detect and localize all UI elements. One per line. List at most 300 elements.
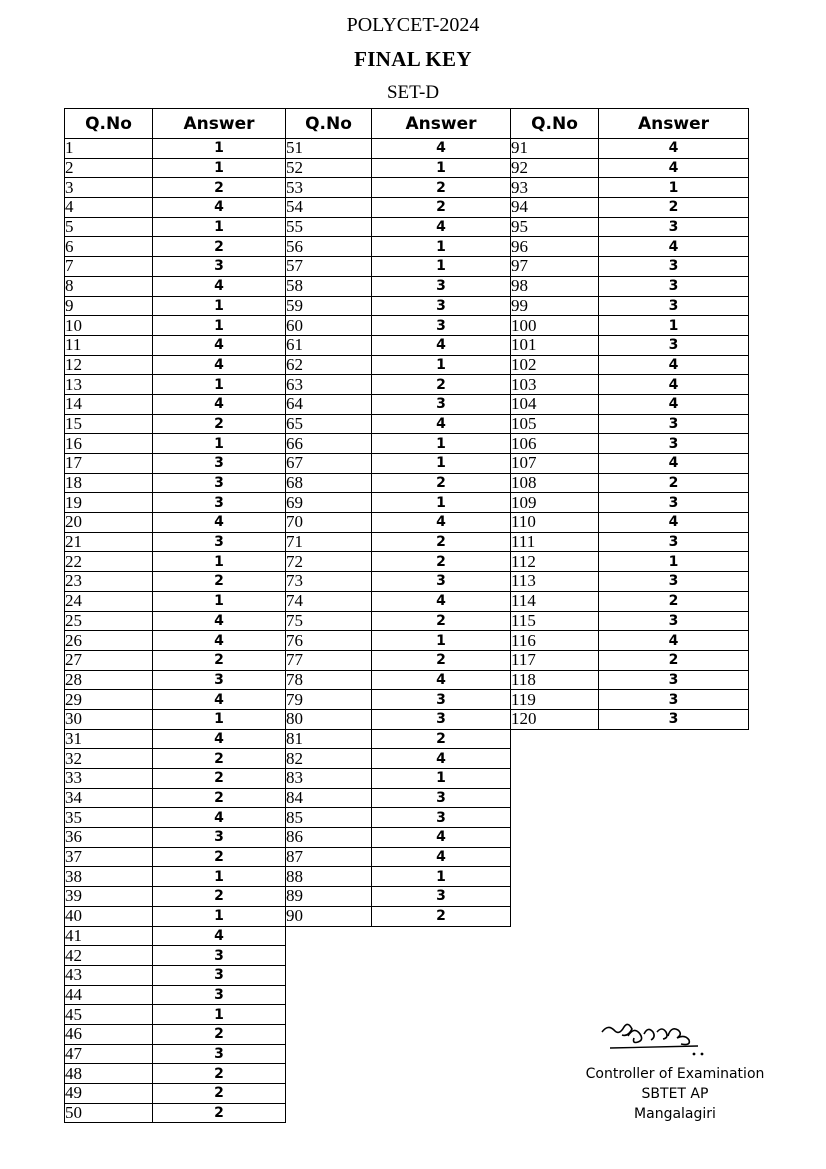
table-row — [286, 473, 511, 493]
answer-value: 2 — [153, 650, 286, 670]
answer-value: 3 — [153, 670, 286, 690]
question-number: 97 — [511, 257, 599, 277]
question-number: 81 — [286, 729, 372, 749]
question-number: 29 — [65, 690, 153, 710]
table-row — [286, 375, 511, 395]
question-number: 83 — [286, 769, 372, 789]
question-number: 21 — [65, 532, 153, 552]
table-row — [511, 709, 749, 729]
question-number: 61 — [286, 335, 372, 355]
table-row — [286, 867, 511, 887]
table-row — [511, 493, 749, 513]
answer-value: 2 — [372, 375, 511, 395]
table-row — [511, 316, 749, 336]
table-row — [65, 473, 286, 493]
table-row — [65, 926, 286, 946]
table-row — [511, 375, 749, 395]
question-number: 112 — [511, 552, 599, 572]
question-number: 53 — [286, 178, 372, 198]
question-number: 19 — [65, 493, 153, 513]
table-row — [65, 631, 286, 651]
answer-value: 4 — [599, 158, 749, 178]
answer-value: 3 — [372, 316, 511, 336]
question-number: 68 — [286, 473, 372, 493]
table-row — [286, 316, 511, 336]
question-number: 118 — [511, 670, 599, 690]
question-number: 5 — [65, 217, 153, 237]
answer-value: 3 — [599, 335, 749, 355]
table-row — [286, 217, 511, 237]
answer-value: 2 — [372, 650, 511, 670]
table-row — [511, 434, 749, 454]
table-row — [511, 355, 749, 375]
question-number: 10 — [65, 316, 153, 336]
question-number: 71 — [286, 532, 372, 552]
question-number: 104 — [511, 394, 599, 414]
question-number: 117 — [511, 650, 599, 670]
table-row — [511, 454, 749, 474]
answer-value: 4 — [372, 847, 511, 867]
answer-value: 3 — [599, 611, 749, 631]
question-number: 17 — [65, 454, 153, 474]
question-number: 99 — [511, 296, 599, 316]
answer-value: 4 — [153, 631, 286, 651]
answer-value: 4 — [153, 394, 286, 414]
answer-value: 4 — [153, 355, 286, 375]
table-row — [65, 946, 286, 966]
question-number: 27 — [65, 650, 153, 670]
question-number: 84 — [286, 788, 372, 808]
answer-value: 1 — [153, 375, 286, 395]
answer-value: 2 — [153, 178, 286, 198]
question-number: 87 — [286, 847, 372, 867]
answer-value: 2 — [153, 237, 286, 257]
answer-value: 4 — [372, 828, 511, 848]
table-row — [65, 198, 286, 218]
answer-value: 2 — [372, 552, 511, 572]
answer-value: 3 — [599, 690, 749, 710]
answer-value: 4 — [372, 139, 511, 159]
table-row — [65, 158, 286, 178]
question-number: 55 — [286, 217, 372, 237]
question-number: 50 — [65, 1103, 153, 1123]
table-row — [286, 552, 511, 572]
question-number: 12 — [65, 355, 153, 375]
question-number: 91 — [511, 139, 599, 159]
table-row — [286, 847, 511, 867]
table-row — [286, 532, 511, 552]
question-number: 69 — [286, 493, 372, 513]
question-number: 39 — [65, 887, 153, 907]
question-number: 42 — [65, 946, 153, 966]
answer-value: 1 — [372, 867, 511, 887]
answer-value: 4 — [153, 808, 286, 828]
table-row — [511, 237, 749, 257]
question-number: 79 — [286, 690, 372, 710]
table-row — [65, 1024, 286, 1044]
answer-column-header: Answer — [372, 109, 511, 139]
question-number: 3 — [65, 178, 153, 198]
table-row — [511, 552, 749, 572]
question-number: 67 — [286, 454, 372, 474]
answer-value: 4 — [153, 198, 286, 218]
answer-value: 2 — [153, 1024, 286, 1044]
table-row — [65, 139, 286, 159]
question-number: 116 — [511, 631, 599, 651]
answer-value: 3 — [153, 257, 286, 277]
question-number: 106 — [511, 434, 599, 454]
table-row — [65, 788, 286, 808]
question-number: 37 — [65, 847, 153, 867]
answer-value: 3 — [372, 572, 511, 592]
table-row — [286, 178, 511, 198]
question-number: 62 — [286, 355, 372, 375]
table-row — [65, 906, 286, 926]
answer-value: 3 — [599, 572, 749, 592]
table-row — [511, 296, 749, 316]
answer-value: 1 — [372, 434, 511, 454]
table-row — [286, 808, 511, 828]
question-number: 94 — [511, 198, 599, 218]
answer-value: 1 — [153, 316, 286, 336]
question-number: 28 — [65, 670, 153, 690]
table-row — [286, 828, 511, 848]
question-number: 8 — [65, 276, 153, 296]
question-number: 103 — [511, 375, 599, 395]
question-number: 18 — [65, 473, 153, 493]
answer-value: 1 — [372, 631, 511, 651]
answer-value: 3 — [372, 788, 511, 808]
question-number: 2 — [65, 158, 153, 178]
table-row — [65, 276, 286, 296]
table-row — [286, 493, 511, 513]
question-number: 31 — [65, 729, 153, 749]
question-number: 80 — [286, 709, 372, 729]
table-row — [65, 867, 286, 887]
qno-column-header: Q.No — [65, 109, 153, 139]
question-number: 96 — [511, 237, 599, 257]
question-number: 34 — [65, 788, 153, 808]
table-row — [511, 690, 749, 710]
table-row — [286, 749, 511, 769]
answer-value: 3 — [153, 946, 286, 966]
answer-value: 3 — [372, 394, 511, 414]
question-number: 9 — [65, 296, 153, 316]
answer-value: 2 — [153, 769, 286, 789]
question-number: 107 — [511, 454, 599, 474]
question-number: 22 — [65, 552, 153, 572]
answer-value: 3 — [372, 296, 511, 316]
question-number: 51 — [286, 139, 372, 159]
table-row — [65, 591, 286, 611]
answer-table-3 — [510, 108, 749, 730]
question-number: 119 — [511, 690, 599, 710]
table-row — [65, 828, 286, 848]
answer-value: 1 — [372, 769, 511, 789]
table-row — [286, 257, 511, 277]
table-row — [286, 906, 511, 926]
question-number: 86 — [286, 828, 372, 848]
table-row — [65, 887, 286, 907]
question-number: 74 — [286, 591, 372, 611]
table-row — [511, 217, 749, 237]
table-header-row — [286, 109, 511, 139]
question-number: 120 — [511, 709, 599, 729]
table-row — [65, 749, 286, 769]
answer-value: 3 — [599, 670, 749, 690]
answer-value: 3 — [599, 532, 749, 552]
answer-value: 2 — [599, 591, 749, 611]
question-number: 46 — [65, 1024, 153, 1044]
question-number: 100 — [511, 316, 599, 336]
answer-value: 4 — [372, 749, 511, 769]
table-row — [65, 513, 286, 533]
answer-value: 3 — [372, 690, 511, 710]
table-row — [286, 434, 511, 454]
answer-value: 4 — [372, 591, 511, 611]
table-row — [65, 532, 286, 552]
answer-value: 3 — [153, 493, 286, 513]
question-number: 66 — [286, 434, 372, 454]
answer-value: 4 — [153, 690, 286, 710]
answer-value: 4 — [153, 611, 286, 631]
question-number: 45 — [65, 1005, 153, 1025]
table-row — [286, 454, 511, 474]
question-number: 41 — [65, 926, 153, 946]
question-number: 43 — [65, 965, 153, 985]
answer-value: 3 — [599, 276, 749, 296]
table-row — [286, 631, 511, 651]
answer-column-header: Answer — [153, 109, 286, 139]
answer-value: 3 — [599, 434, 749, 454]
table-row — [286, 158, 511, 178]
answer-value: 3 — [372, 709, 511, 729]
answer-value: 1 — [153, 296, 286, 316]
question-number: 38 — [65, 867, 153, 887]
table-row — [511, 276, 749, 296]
table-row — [286, 611, 511, 631]
table-row — [511, 473, 749, 493]
answer-value: 1 — [153, 434, 286, 454]
table-row — [65, 217, 286, 237]
table-row — [65, 375, 286, 395]
question-number: 101 — [511, 335, 599, 355]
question-number: 109 — [511, 493, 599, 513]
answer-value: 1 — [372, 257, 511, 277]
table-row — [65, 414, 286, 434]
question-number: 88 — [286, 867, 372, 887]
question-number: 30 — [65, 709, 153, 729]
question-number: 4 — [65, 198, 153, 218]
question-number: 40 — [65, 906, 153, 926]
answer-value: 4 — [599, 513, 749, 533]
table-row — [65, 454, 286, 474]
answer-value: 2 — [372, 906, 511, 926]
answer-value: 2 — [372, 729, 511, 749]
answer-value: 4 — [599, 139, 749, 159]
answer-value: 2 — [599, 198, 749, 218]
answer-value: 1 — [599, 552, 749, 572]
table-row — [286, 650, 511, 670]
table-row — [65, 808, 286, 828]
answer-value: 3 — [153, 473, 286, 493]
table-row — [65, 257, 286, 277]
qno-column-header: Q.No — [511, 109, 599, 139]
question-number: 25 — [65, 611, 153, 631]
table-row — [65, 611, 286, 631]
question-number: 72 — [286, 552, 372, 572]
question-number: 11 — [65, 335, 153, 355]
answer-value: 3 — [153, 454, 286, 474]
table-row — [286, 139, 511, 159]
question-number: 49 — [65, 1084, 153, 1104]
set-label: SET-D — [386, 82, 440, 103]
table-row — [286, 887, 511, 907]
question-number: 70 — [286, 513, 372, 533]
table-row — [65, 335, 286, 355]
answer-value: 3 — [599, 709, 749, 729]
table-row — [511, 611, 749, 631]
question-number: 78 — [286, 670, 372, 690]
question-number: 89 — [286, 887, 372, 907]
table-row — [286, 296, 511, 316]
question-number: 73 — [286, 572, 372, 592]
answer-column-header: Answer — [599, 109, 749, 139]
question-number: 92 — [511, 158, 599, 178]
answer-value: 3 — [599, 493, 749, 513]
answer-value: 3 — [599, 257, 749, 277]
answer-value: 4 — [599, 375, 749, 395]
table-row — [65, 650, 286, 670]
answer-value: 3 — [153, 828, 286, 848]
table-row — [511, 532, 749, 552]
answer-value: 3 — [372, 887, 511, 907]
answer-value: 1 — [372, 237, 511, 257]
table-row — [511, 670, 749, 690]
question-number: 20 — [65, 513, 153, 533]
table-row — [286, 769, 511, 789]
table-row — [65, 847, 286, 867]
table-row — [65, 572, 286, 592]
question-number: 7 — [65, 257, 153, 277]
table-header-row — [65, 109, 286, 139]
table-row — [65, 316, 286, 336]
table-row — [511, 513, 749, 533]
answer-value: 1 — [153, 591, 286, 611]
table-row — [286, 572, 511, 592]
question-number: 24 — [65, 591, 153, 611]
signatory-organization: SBTET AP — [641, 1086, 709, 1102]
answer-value: 1 — [153, 867, 286, 887]
answer-value: 3 — [153, 985, 286, 1005]
answer-value: 3 — [599, 296, 749, 316]
table-row — [286, 335, 511, 355]
table-row — [65, 1064, 286, 1084]
table-row — [65, 434, 286, 454]
answer-value: 2 — [153, 788, 286, 808]
table-row — [65, 237, 286, 257]
question-number: 77 — [286, 650, 372, 670]
table-row — [65, 769, 286, 789]
question-number: 82 — [286, 749, 372, 769]
table-row — [511, 650, 749, 670]
question-number: 93 — [511, 178, 599, 198]
question-number: 63 — [286, 375, 372, 395]
answer-value: 3 — [153, 532, 286, 552]
question-number: 16 — [65, 434, 153, 454]
table-row — [65, 1103, 286, 1123]
table-row — [65, 965, 286, 985]
table-row — [65, 1044, 286, 1064]
table-row — [65, 394, 286, 414]
signatory-role: Controller of Examination — [585, 1066, 765, 1082]
table-row — [286, 198, 511, 218]
answer-value: 4 — [599, 394, 749, 414]
answer-value: 2 — [153, 847, 286, 867]
table-row — [286, 237, 511, 257]
answer-value: 3 — [372, 276, 511, 296]
table-row — [65, 178, 286, 198]
answer-value: 2 — [372, 198, 511, 218]
answer-value: 4 — [372, 217, 511, 237]
table-row — [511, 335, 749, 355]
answer-value: 4 — [372, 335, 511, 355]
answer-value: 2 — [153, 1103, 286, 1123]
table-row — [65, 690, 286, 710]
table-row — [511, 139, 749, 159]
answer-value: 1 — [153, 709, 286, 729]
question-number: 105 — [511, 414, 599, 434]
question-number: 14 — [65, 394, 153, 414]
question-number: 47 — [65, 1044, 153, 1064]
key-title: FINAL KEY — [354, 47, 472, 71]
table-row — [511, 414, 749, 434]
question-number: 58 — [286, 276, 372, 296]
answer-value: 4 — [372, 414, 511, 434]
question-number: 76 — [286, 631, 372, 651]
question-number: 98 — [511, 276, 599, 296]
table-row — [511, 572, 749, 592]
question-number: 36 — [65, 828, 153, 848]
answer-value: 2 — [153, 887, 286, 907]
answer-value: 1 — [153, 139, 286, 159]
table-row — [511, 631, 749, 651]
question-number: 90 — [286, 906, 372, 926]
question-number: 26 — [65, 631, 153, 651]
answer-value: 1 — [153, 906, 286, 926]
table-row — [286, 513, 511, 533]
table-row — [511, 198, 749, 218]
table-row — [65, 1005, 286, 1025]
answer-value: 2 — [372, 473, 511, 493]
question-number: 32 — [65, 749, 153, 769]
table-row — [286, 788, 511, 808]
table-row — [286, 276, 511, 296]
question-number: 60 — [286, 316, 372, 336]
answer-value: 1 — [372, 355, 511, 375]
answer-value: 4 — [153, 335, 286, 355]
signatory-place: Mangalagiri — [634, 1106, 716, 1122]
answer-value: 4 — [153, 926, 286, 946]
question-number: 75 — [286, 611, 372, 631]
table-row — [511, 591, 749, 611]
question-number: 85 — [286, 808, 372, 828]
answer-value: 4 — [599, 454, 749, 474]
question-number: 113 — [511, 572, 599, 592]
answer-value: 2 — [153, 1084, 286, 1104]
question-number: 54 — [286, 198, 372, 218]
table-row — [511, 178, 749, 198]
